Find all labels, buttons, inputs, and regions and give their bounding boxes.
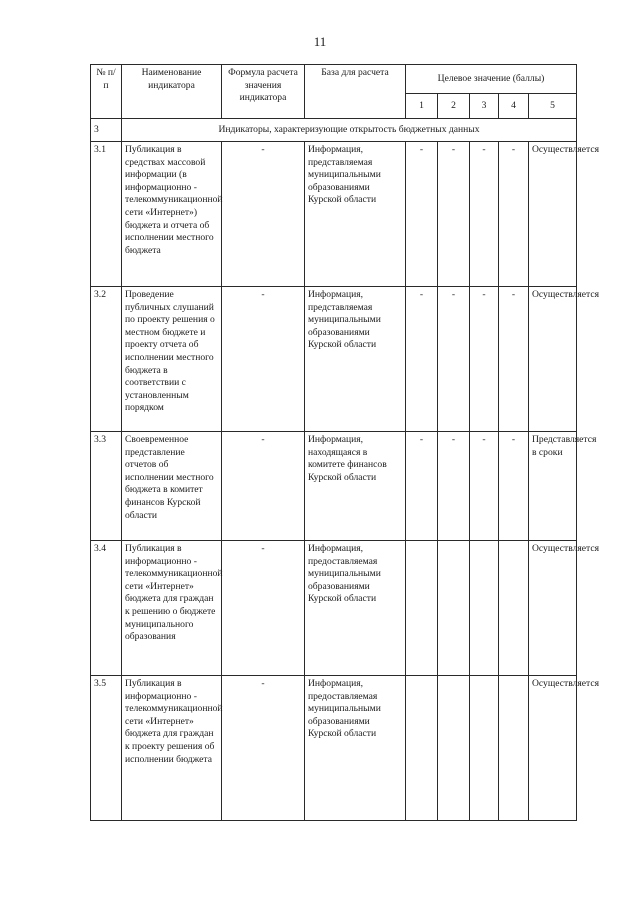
header-score-1: 1 (406, 94, 438, 119)
row-score-3: - (470, 287, 499, 432)
row-base: Информация, предоставляемая муниципальными образованиями Курской области (305, 541, 406, 676)
row-num: 3.3 (91, 432, 122, 541)
row-num: 3.2 (91, 287, 122, 432)
table-row (91, 142, 577, 287)
row-score-1 (406, 676, 438, 821)
row-score-1: - (406, 287, 438, 432)
row-score-2 (438, 676, 470, 821)
row-score-1: - (406, 142, 438, 287)
table-row (91, 432, 577, 541)
section-row (91, 119, 577, 142)
row-score-3: - (470, 142, 499, 287)
page-number: 11 (313, 34, 327, 49)
header-num: № п/п (91, 65, 122, 119)
section-title: Индикаторы, характеризующие открытость бюджетных данных (122, 119, 577, 142)
header-score-5: 5 (529, 94, 577, 119)
row-score-5: Осуществляется (529, 287, 577, 432)
indicators-table (90, 64, 600, 821)
row-score-4 (499, 676, 529, 821)
row-name: Публикация в информационно - телекоммуникационной сети «Интернет» бюджета для граждан к проекту решения об исполнении бюджета (122, 676, 222, 821)
table-row (91, 676, 577, 821)
row-name: Публикация в информационно - телекоммуникационной сети «Интернет» бюджета для граждан к решению о бюджете муниципального образования (122, 541, 222, 676)
header-score-4: 4 (499, 94, 529, 119)
table-row (91, 287, 577, 432)
header-base: База для расчета (305, 65, 406, 119)
header-name: Наименование индикатора (122, 65, 222, 119)
row-score-5: Осуществляется (529, 142, 577, 287)
row-formula: - (222, 432, 305, 541)
row-num: 3.5 (91, 676, 122, 821)
row-score-4: - (499, 142, 529, 287)
row-score-3: - (470, 432, 499, 541)
row-base: Информация, представляемая муниципальными образованиями Курской области (305, 287, 406, 432)
row-score-5: Представляется в сроки (529, 432, 577, 541)
row-base: Информация, находящаяся в комитете финансов Курской области (305, 432, 406, 541)
row-score-1: - (406, 432, 438, 541)
header-score-2: 2 (438, 94, 470, 119)
row-num: 3.1 (91, 142, 122, 287)
row-score-2: - (438, 142, 470, 287)
row-name: Проведение публичных слушаний по проекту решения о местном бюджете и проекту отчета об исполнении местного бюджета в соответствии с установленным порядком (122, 287, 222, 432)
row-base: Информация, предоставляемая муниципальными образованиями Курской области (305, 676, 406, 821)
row-formula: - (222, 676, 305, 821)
header-row (91, 65, 577, 94)
row-score-3 (470, 676, 499, 821)
row-score-4: - (499, 287, 529, 432)
row-score-2: - (438, 432, 470, 541)
row-base: Информация, представляемая муниципальными образованиями Курской области (305, 142, 406, 287)
row-score-2 (438, 541, 470, 676)
row-score-1 (406, 541, 438, 676)
row-score-4 (499, 541, 529, 676)
header-formula: Формула расчета значения индикатора (222, 65, 305, 119)
row-name: Публикация в средствах массовой информации (в информационно - телекоммуникационной сети «Интернет») бюджета и отчета об исполнении местного бюджета (122, 142, 222, 287)
row-score-3 (470, 541, 499, 676)
row-num: 3.4 (91, 541, 122, 676)
row-score-5: Осуществляется (529, 541, 577, 676)
row-formula: - (222, 541, 305, 676)
row-formula: - (222, 287, 305, 432)
header-target: Целевое значение (баллы) (406, 65, 577, 94)
row-score-5: Осуществляется (529, 676, 577, 821)
table-row (91, 541, 577, 676)
header-score-3: 3 (470, 94, 499, 119)
row-score-4: - (499, 432, 529, 541)
row-score-2: - (438, 287, 470, 432)
row-formula: - (222, 142, 305, 287)
row-name: Своевременное представление отчетов об исполнении местного бюджета в комитет финансов Курской области (122, 432, 222, 541)
section-num: 3 (91, 119, 122, 142)
